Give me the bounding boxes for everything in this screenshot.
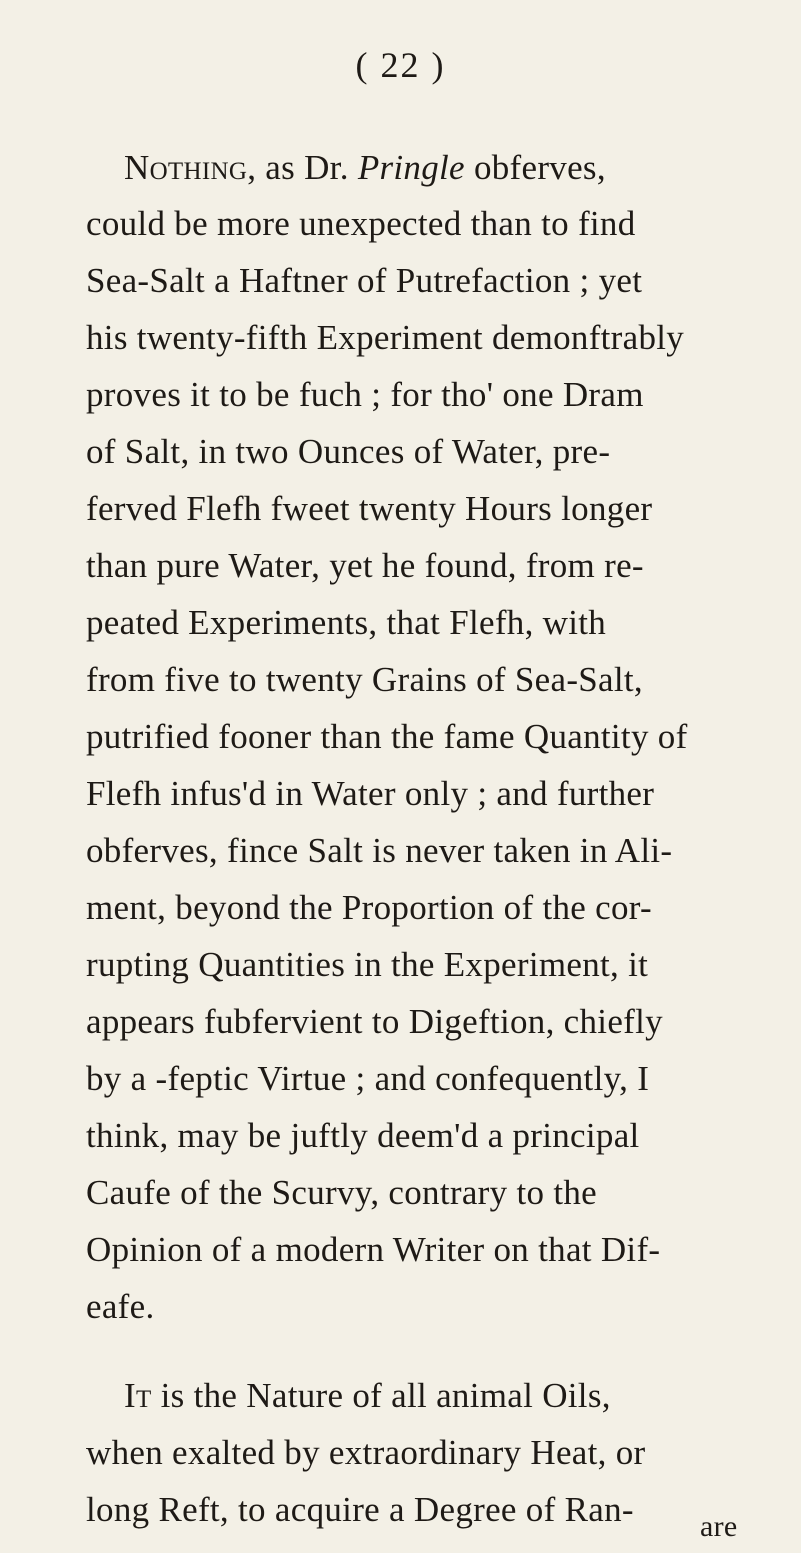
text-line: proves it to be fuch ; for tho' one Dram xyxy=(86,375,644,414)
text-line: when exalted by extraordinary Heat, or xyxy=(86,1433,646,1472)
text-line: his twenty-fifth Experiment demonftrably xyxy=(86,318,685,357)
text-line: from five to twenty Grains of Sea-Salt, xyxy=(86,660,643,699)
text-line: by a -feptic Virtue ; and confequently, I xyxy=(86,1059,650,1098)
drop-lead-word: Nothing xyxy=(124,148,248,187)
text-line: eafe. xyxy=(86,1287,155,1326)
text-line: Sea-Salt a Haftner of Putrefaction ; yet xyxy=(86,261,643,300)
text-line: putrified fooner than the fame Quantity of xyxy=(86,717,688,756)
drop-lead-word: It xyxy=(124,1376,152,1415)
author-name: Pringle xyxy=(357,148,465,187)
text-line: appears fubfervient to Digeftion, chiefly xyxy=(86,1002,663,1041)
text-line: ferved Flefh fweet twenty Hours longer xyxy=(86,489,653,528)
text-line: obferves, fince Salt is never taken in Ali- xyxy=(86,831,673,870)
catchword: are xyxy=(700,1510,738,1543)
text-line: think, may be juftly deem'd a principal xyxy=(86,1116,640,1155)
text-line: ment, beyond the Proportion of the cor- xyxy=(86,888,653,927)
page-number: ( 22 ) xyxy=(355,45,446,85)
text-line: It is the Nature of all animal Oils, xyxy=(124,1376,611,1415)
text-line: than pure Water, yet he found, from re- xyxy=(86,546,644,585)
text-line: long Reft, to acquire a Degree of Ran- xyxy=(86,1490,634,1529)
text-line: rupting Quantities in the Experiment, it xyxy=(86,945,649,984)
text-line: Opinion of a modern Writer on that Dif- xyxy=(86,1230,661,1269)
text-line: Flefh infus'd in Water only ; and further xyxy=(86,774,655,813)
text-line: of Salt, in two Ounces of Water, pre- xyxy=(86,432,611,471)
text-line: peated Experiments, that Flefh, with xyxy=(86,603,607,642)
text-line: Nothing, as Dr. Pringle obferves, xyxy=(124,148,606,187)
text-line: could be more unexpected than to find xyxy=(86,204,636,243)
text-line: Caufe of the Scurvy, contrary to the xyxy=(86,1173,598,1212)
